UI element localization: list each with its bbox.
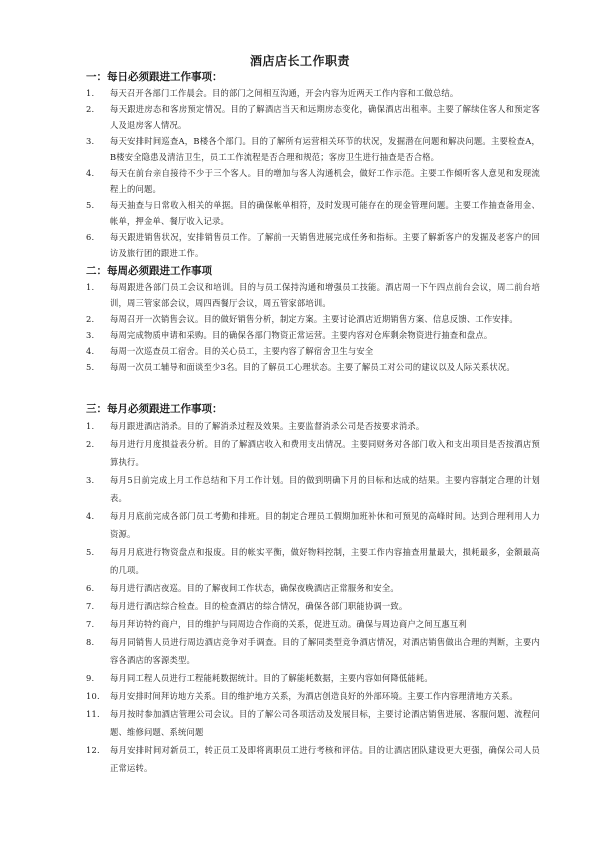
item-number: 4.: [86, 346, 95, 356]
item-number: 2.: [86, 314, 95, 324]
item-text: 每月拜访特约商户，目的维护与同周边合作商的关系，促进互动。确保与周边商户之间互惠互利: [110, 619, 467, 629]
item-number: 1.: [86, 282, 95, 292]
item-number: 1.: [86, 421, 95, 431]
list-item: [86, 197, 540, 229]
item-number: 3.: [86, 475, 95, 485]
item-number: 2.: [86, 439, 95, 449]
item-number: 5.: [86, 200, 95, 210]
list-item: [86, 101, 540, 133]
item-text: 每月进行酒店夜巡。目的了解夜间工作状态，确保夜晚酒店正常服务和安全。: [110, 583, 399, 593]
list-item: [86, 543, 540, 579]
item-number: 10.: [86, 691, 100, 701]
item-text: 每月同工程人员进行工程能耗数据统计。目的了解能耗数据，主要内容如何降低能耗。: [110, 673, 433, 683]
list-item: [86, 133, 540, 165]
section-heading: 三：每月必须跟进工作事项：: [86, 403, 223, 415]
item-text: 每天跟进销售状况，安排销售员工作。了解前一天销售进展完成任务和指标。主要了解新客户的发掘及老客户的回访及旅行团的跟进工作。: [110, 232, 540, 258]
section-daily: [86, 70, 540, 261]
item-text: 每周完成物质申请和采购。目的确保各部门物资正常运营。主要内容对仓库剩余物资进行抽查和盘点。: [110, 330, 493, 340]
section-heading: 一：每日必须跟进工作事项：: [86, 71, 223, 83]
item-number: 4.: [86, 511, 95, 521]
item-text: 每月按时参加酒店管理公司会议。目的了解公司各项活动及发展目标，主要讨论酒店销售进展、客服问题、流程问题、维修问题、系统问题: [110, 709, 540, 737]
item-list: [86, 279, 540, 375]
list-item: [86, 471, 540, 507]
item-text: 每月跟进酒店消杀。目的了解消杀过程及效果。主要监督消杀公司是否按要求消杀。: [110, 421, 425, 431]
item-number: 9.: [86, 673, 95, 683]
item-number: 8.: [86, 637, 95, 647]
list-item: [86, 669, 540, 687]
item-text: 每天在前台亲自接待不少于三个客人。目的增加与客人沟通机会，做好工作示范。主要工作倾听客人意见和发现流程上的问题。: [110, 168, 540, 194]
page-title: 酒店店长工作职责: [249, 54, 350, 68]
list-item: [86, 507, 540, 543]
item-text: 每月月底进行物资盘点和报废。目的帐实平衡，做好物料控制，主要工作内容抽查用量最大，损耗最多，金额最高的几项。: [110, 547, 540, 575]
item-text: 每天安排时间巡查A，B楼各个部门。目的了解所有运营相关环节的状况，发掘潜在问题和解决问题。主要检查A，B楼安全隐患及清洁卫生，员工工作流程是否合理和规范；客房卫生进行抽查是否合格。: [110, 136, 540, 162]
list-item: [86, 741, 540, 777]
item-text: 每月安排时间拜访地方关系。目的维护地方关系，为酒店创造良好的外部环境。主要工作内容理清地方关系。: [110, 691, 518, 701]
list-item: [86, 705, 540, 741]
item-text: 每月安排时间对新员工，转正员工及即将离职员工进行考核和评估。目的让酒店团队建设更大更强，确保公司人员正常运转。: [110, 745, 540, 773]
item-list: [86, 417, 540, 777]
list-item: [86, 311, 540, 327]
item-text: 每周一次员工辅导和面谈至少3名。目的了解员工心理状态。主要了解员工对公司的建议以及人际关系状况。: [110, 362, 515, 372]
item-number: 5.: [86, 547, 95, 557]
list-item: [86, 435, 540, 471]
list-item: [86, 165, 540, 197]
item-number: 2.: [86, 104, 95, 114]
list-item: [86, 615, 540, 633]
item-number: 4.: [86, 168, 95, 178]
item-number: 11.: [86, 709, 100, 719]
item-text: 每月同销售人员进行周边酒店竞争对手调查。目的了解同类型竞争酒店情况，对酒店销售做出合理的判断，主要内容各酒店的客源类型。: [110, 637, 540, 665]
list-item: [86, 633, 540, 669]
item-number: 7.: [86, 619, 95, 629]
list-item: [86, 327, 540, 343]
item-text: 每天召开各部门工作晨会。目的部门之间相互沟通，开会内容为近两天工作内容和工做总结。: [110, 88, 459, 98]
list-item: [86, 85, 540, 101]
list-item: [86, 279, 540, 311]
list-item: [86, 417, 540, 435]
list-item: [86, 229, 540, 261]
list-item: [86, 343, 540, 359]
item-text: 每月月底前完成各部门员工考勤和排班。目的制定合理员工假期加班补休和可预见的高峰时间。达到合理利用人力资源。: [110, 511, 540, 539]
item-number: 3.: [86, 330, 95, 340]
item-text: 每月5日前完成上月工作总结和下月工作计划。目的做到明确下月的目标和达成的结果。主要内容制定合理的计划表。: [110, 475, 540, 503]
item-list: [86, 85, 540, 261]
list-item: [86, 597, 540, 615]
item-number: 5.: [86, 362, 95, 372]
item-number: 6.: [86, 232, 95, 242]
section-weekly: [86, 264, 540, 375]
list-item: [86, 359, 540, 375]
item-text: 每周跟进各部门员工会议和培训。目的与员工保持沟通和增强员工技能。酒店周一下午四点前台会议，周二前台培训，周三管家部会议，周四西餐厅会议，周五管家部培训。: [110, 282, 540, 308]
item-number: 7.: [86, 601, 95, 611]
item-text: 每天抽查与日常收入相关的单据。目的确保帐单相符，及时发现可能存在的现金管理问题。主要工作抽查备用金、帐单，押金单、餐厅收入记录。: [110, 200, 540, 226]
item-text: 每天跟进房态和客房预定情况。目的了解酒店当天和远期房态变化，确保酒店出租率。主要了解续住客人和预定客人及退房客人情况。: [110, 104, 540, 130]
item-text: 每周召开一次销售会议。目的做好销售分析，制定方案。主要讨论酒店近期销售方案、信息反馈、工作安排。: [110, 314, 518, 324]
item-text: 每周一次巡查员工宿舍。目的关心员工，主要内容了解宿舍卫生与安全: [110, 346, 374, 356]
list-item: [86, 579, 540, 597]
section-monthly: [86, 402, 540, 777]
item-text: 每月进行酒店综合检查。目的检查酒店的综合情况，确保各部门职能协调一致。: [110, 601, 408, 611]
item-number: 6.: [86, 583, 95, 593]
item-text: 每月进行月度损益表分析。目的了解酒店收入和费用支出情况。主要同财务对各部门收入和支出项目是否按酒店预算执行。: [110, 439, 540, 467]
section-heading: 二：每周必须跟进工作事项: [86, 265, 212, 277]
list-item: [86, 687, 540, 705]
item-number: 12.: [86, 745, 100, 755]
item-number: 1.: [86, 88, 95, 98]
item-number: 3.: [86, 136, 95, 146]
